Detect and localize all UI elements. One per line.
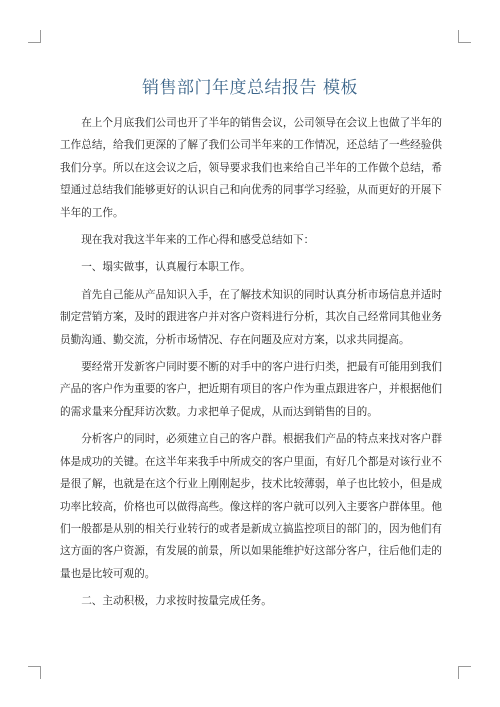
paragraph-new-clients: 要经常开发新客户同时要不断的对手中的客户进行归类，把最有可能用到我们产品的客户作为重要的客户，把近期有项目的客户作为重点跟进客户，并根据他们的需求量来分配拜访次数。力求把单子促成，从而达到销售的目的。 bbox=[60, 361, 442, 418]
paragraph-product-knowledge: 首先自己能从产品知识入手，在了解技术知识的同时认真分析市场信息并适时制定营销方案，及时的跟进客户并对客户资料进行分析，其次自己经常同其他业务员勤沟通、勤交流，分析市场情况、存在问题及应对方案，以求共同提高。 bbox=[60, 288, 442, 346]
paragraph-intro: 在上个月底我们公司也开了半年的销售会议，公司领导在会议上也做了半年的工作总结，给我们更深的了解了我们公司半年来的工作情况，还总结了一些经验供我们分享。所以在这会议之后，领导要求我们也来给自己半年的工作做个总结，希望通过总结我们能够更好的认识自己和向优秀的同事学习经验，从而更好的开展下半年的工作。 bbox=[60, 117, 442, 219]
page-corner-mark-top-left bbox=[28, 30, 41, 43]
document-body bbox=[60, 112, 442, 618]
page-corner-mark-bottom-right bbox=[458, 666, 471, 679]
paragraph-client-groups: 分析客户的同时，必须建立自己的客户群。根据我们产品的特点来找对客户群体是成功的关键。在这半年来我手中所成交的客户里面，有好几个都是对该行业不是很了解，也就是在这个行业上刚刚起步，技术比较薄弱，单子也比较小，但是成功率比较高，价格也可以做得高些。像这样的客户就可以列入主要客户群体里。他们一般都是从别的相关行业转行的或者是新成立搞监控项目的部门的，因为他们有这方面的客户资源，有发展的前景，所以如果能维护好这部分客户，往后他们走的量也是比较可观的。 bbox=[60, 433, 442, 580]
paragraph-summary-lead: 现在我对我这半年来的工作心得和感受总结如下： bbox=[81, 234, 315, 247]
section-heading-1: 一、塌实做事，认真履行本职工作。 bbox=[81, 261, 251, 274]
section-heading-2: 二、主动积极，力求按时按量完成任务。 bbox=[81, 595, 272, 608]
page-corner-mark-bottom-left bbox=[28, 666, 41, 679]
document-title: 销售部门年度总结报告 模板 bbox=[142, 78, 358, 99]
page-corner-mark-top-right bbox=[458, 30, 471, 43]
